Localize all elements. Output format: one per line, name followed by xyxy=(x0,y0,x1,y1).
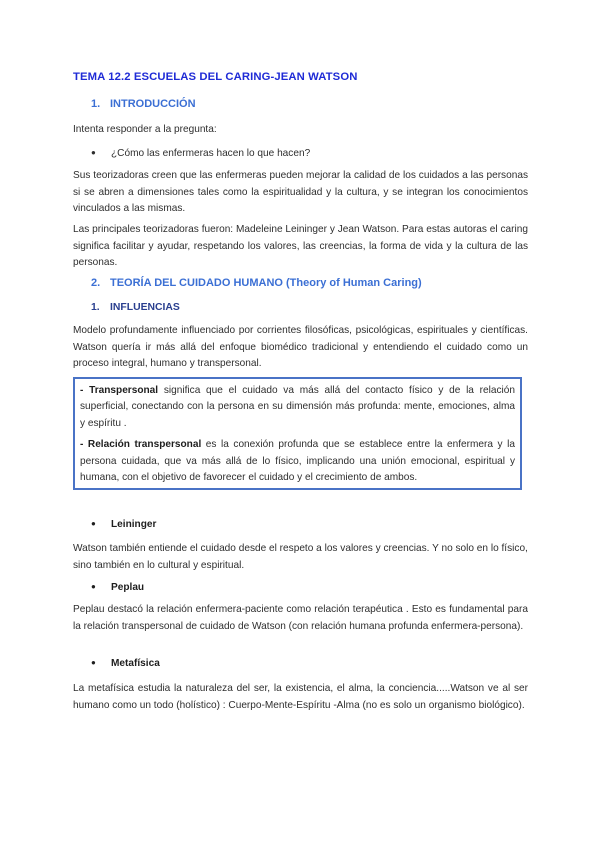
peplau-paragraph: Peplau destacó la relación enfermera-paciente como relación terapéutica . Esto es fundamental para la relación transpersonal de cuidado de Watson (con relación humana profunda enfermera-persona). xyxy=(73,604,528,632)
bullet-heading-label: Metafísica xyxy=(111,658,160,669)
subsection-heading-influencias xyxy=(91,302,180,313)
section-heading-introduccion xyxy=(91,98,196,110)
bullet-heading-metafisica xyxy=(91,658,160,669)
bullet-icon: ● xyxy=(91,519,96,528)
definition-term: - Relación transpersonal xyxy=(80,439,202,451)
bullet-heading-peplau xyxy=(91,582,144,593)
influencias-paragraph: Modelo profundamente influenciado por corrientes filosóficas, psicológicas, espirituales y científicas. Watson quería ir más allá del enfoque biomédico tradicional y entendiendo el cuidado como un proceso integral, humano y transpersonal. xyxy=(73,325,528,369)
definition-text: significa que el cuidado va más allá del contacto físico y de la relación superficial, conectando con la persona en su dimensión más profunda: mente, emociones, alma y espíritu . xyxy=(80,385,516,429)
intro-prompt: Intenta responder a la pregunta: xyxy=(73,124,217,135)
definition-term: - Transpersonal xyxy=(80,385,159,396)
definition-box xyxy=(73,377,522,490)
bullet-icon: ● xyxy=(91,148,96,157)
section-number: 2. xyxy=(91,277,101,289)
bullet-icon: ● xyxy=(91,658,96,667)
bullet-icon: ● xyxy=(91,582,96,591)
metafisica-paragraph: La metafísica estudia la naturaleza del ser, la existencia, el alma, la conciencia.....Watson ve al ser humano como un todo (holístico) : Cuerpo-Mente-Espíritu -Alma (no es solo un organismo biológico). xyxy=(73,683,528,711)
section-heading-teoria xyxy=(91,277,422,289)
section-label: INTRODUCCIÓN xyxy=(110,98,196,110)
bullet-heading-label: Peplau xyxy=(111,582,145,593)
subsection-number: 1. xyxy=(91,302,100,313)
definition-transpersonal xyxy=(80,383,515,432)
definition-relacion-transpersonal xyxy=(80,437,515,486)
intro-bullet xyxy=(91,148,310,159)
definition-text: es la conexión profunda que se establece entre la enfermera y la persona cuidada, que va más allá de lo físico, implicando una unión emocional, espiritual y humana, con el objetivo de favorecer el cuidado y el crecimiento de ambos. xyxy=(80,439,515,484)
bullet-heading-label: Leininger xyxy=(111,519,157,530)
intro-bullet-text: ¿Cómo las enfermeras hacen lo que hacen? xyxy=(111,148,311,159)
intro-paragraph-2: Las principales teorizadoras fueron: Madeleine Leininger y Jean Watson. Para estas autoras el caring significa facilitar y ayudar, respetando los valores, las creencias, la forma de vida y la cultura de las personas. xyxy=(73,224,528,268)
subsection-label: INFLUENCIAS xyxy=(110,302,180,313)
document-title: TEMA 12.2 ESCUELAS DEL CARING-JEAN WATSON xyxy=(73,71,358,83)
section-label: TEORÍA DEL CUIDADO HUMANO (Theory of Human Caring) xyxy=(110,277,422,289)
leininger-paragraph: Watson también entiende el cuidado desde el respeto a los valores y creencias. Y no solo en lo físico, sino también en lo cultural y espiritual. xyxy=(73,543,528,571)
intro-paragraph-1: Sus teorizadoras creen que las enfermeras pueden mejorar la calidad de los cuidados a las personas si se abren a dimensiones tales como la espiritualidad y la cultura, y se integran los conocimientos vinculados a las mismas. xyxy=(73,170,528,214)
bullet-heading-leininger xyxy=(91,519,156,530)
section-number: 1. xyxy=(91,98,101,110)
